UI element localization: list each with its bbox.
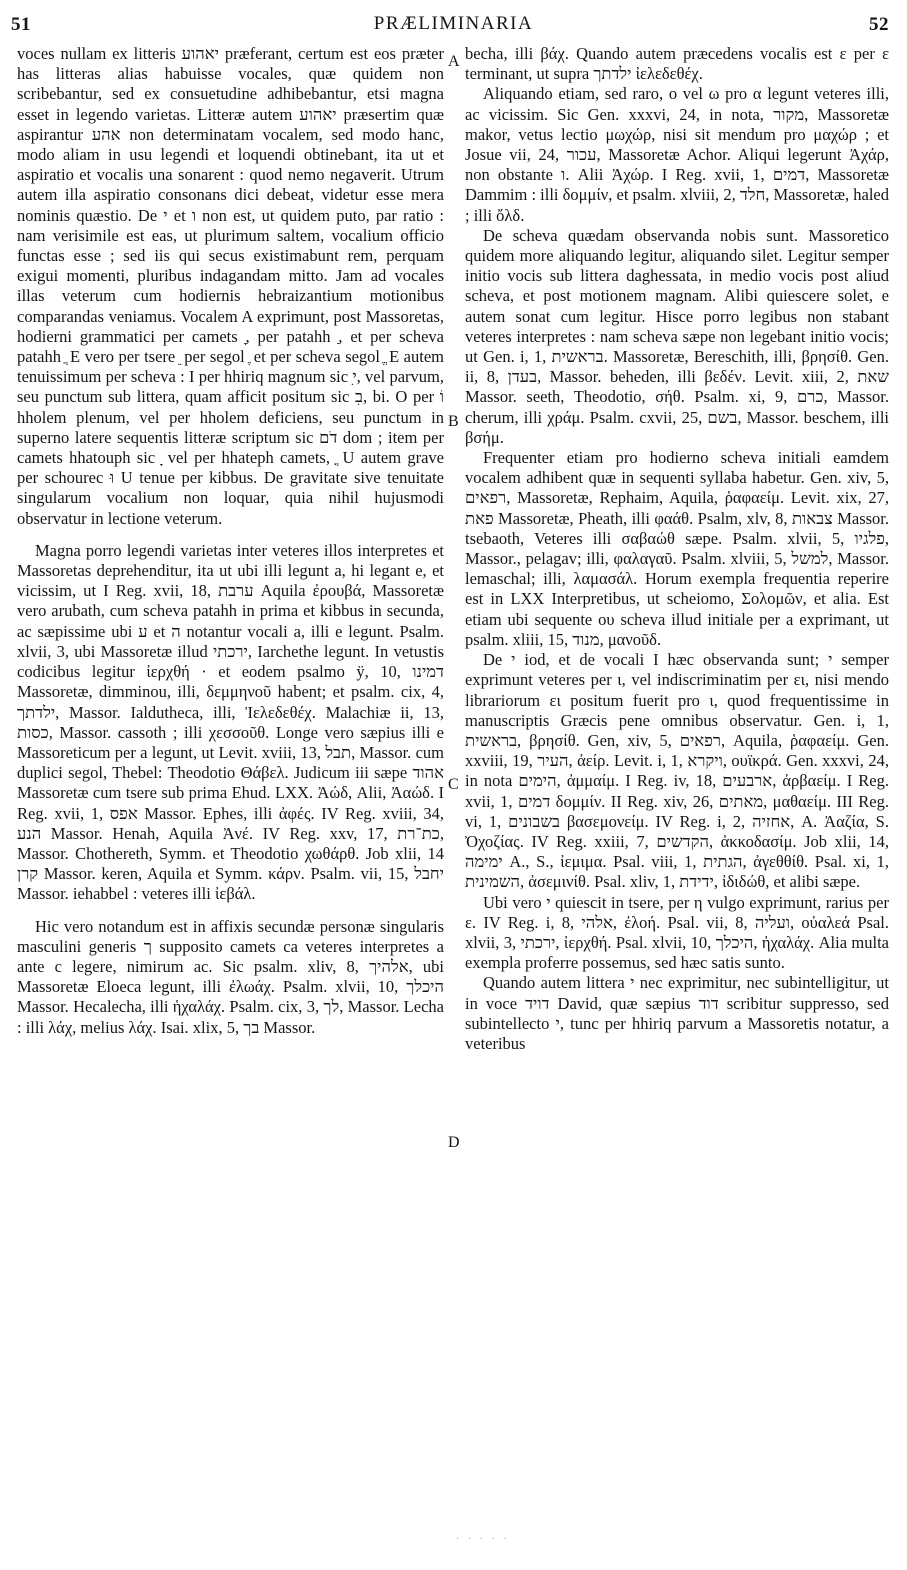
left-page-number: 51 xyxy=(11,14,31,35)
right-paragraph-6: Ubi vero י quiescit in tsere, per η vulgo exprimunt, rarius per ε. IV Reg. i, 8, אלהי, ἐλοή. Psal. vii, 8, ועליה, οὐαλεά Psal. xlvii, 3, ירכתי, ἰερχθή. Psal. xlvii, 10, היכלך, ἠχαλάχ. Alia multa exempla proferre possemus, sed hæc satis sunto. xyxy=(465,892,889,973)
margin-letter-a: A xyxy=(448,53,460,70)
right-page-number: 52 xyxy=(869,14,889,35)
left-column xyxy=(17,44,444,1038)
right-paragraph-3: De scheva quædam observanda nobis sunt. Massoretico quidem more aliquando legitur, aliquando silet. Legitur semper initio vocis sub littera daghessata, in medio vocis post aliud scheva, et post motionem magnam. Alibi quiescere solet, e autem sonat cum legitur. Hisce porro legibus non stabant veteres interpretes : nam scheva sæpe non legebant initio vocis; ut Gen. i, 1, בראשית. Massoretæ, Bereschith, illi, βρησίθ. Gen. ii, 8, בעדן, Massor. beheden, illi βεδέν. Levit. xiii, 2, שאת Massor. seeth, Theodotio, σήθ. Psalm. xi, 9, כרם, Massor. cherum, illi χράμ. Psalm. cxvii, 25, בשם, Massor. beschem, illi βσήμ. xyxy=(465,225,890,447)
right-paragraph-4: Frequenter etiam pro hodierno scheva initiali eamdem vocalem adhibent quæ in sequenti syllaba habetur. Gen. xiv, 5, רפאים, Massoretæ, Rephaim, Aquila, ῥαφαείμ. Levit. xix, 27, פאת Massoretæ, Pheath, illi φαάθ. Psalm, xlv, 8, צבאות Massor. tsebaoth, Veteres illi σαβαώθ sæpe. Psalm. xlvii, 5, פלגיו, Massor., pelagav; illi, φαλαγαῦ. Psalm. xlviii, 5, למשל, Massor. lemaschal; illi, λαμασάλ. Horum exempla frequentia reperire est in LXX Interpretibus, ut scheiomo, Σολομῶν, et alia. Est etiam ubi sequente ου scheva illud initiale per a exprimant, ut psalm. xliii, 15, מנוד, μανοῦδ. xyxy=(465,448,890,649)
running-title: PRÆLIMINARIA xyxy=(373,13,534,34)
margin-letter-d: D xyxy=(448,1134,460,1151)
margin-letter-c: C xyxy=(448,776,459,793)
footer-mark: · · · · · xyxy=(456,1534,510,1545)
right-paragraph-1: becha, illi βάχ. Quando autem præcedens vocalis est ε per ε terminant, ut supra ילדתך ἰελεδεθέχ. xyxy=(465,44,889,84)
margin-letter-b: B xyxy=(448,413,459,430)
right-column xyxy=(465,44,889,1054)
left-paragraph-3: Hic vero notandum est in affixis secundæ personæ singularis masculini generis ך supposito camets ca veteres interpretes a ante c legere, nimirum ac. Sic psalm. xliv, 8, אלהיך, ubi Massoretæ Eloeca legunt, illi ἐλωάχ. Psalm. xlvii, 10, היכלך Massor. Hecalecha, illi ἡχαλάχ. Psalm. cix, 3, לך, Massor. Lecha : illi λάχ, melius λάχ. Isai. xlix, 5, בך Massor. xyxy=(17,916,444,1037)
running-head xyxy=(0,0,907,40)
right-paragraph-7: Quando autem littera י nec exprimitur, nec subintelligitur, ut in voce דויד David, quæ sæpius דוד scribitur suppresso, sed subintellecto י, tunc per hhiriq parvum a Massoretis notatur, a veteribus xyxy=(465,973,889,1053)
left-paragraph-2: Magna porro legendi varietas inter veteres illos interpretes et Massoretas deprehenditur, ita ut ubi illi legunt a, hi legant e, et vicissim, ut I Reg. xvii, 18, ערבת Aquila ἐρουβά, Massoretæ vero arubath, cum scheva patahh in prima et kibbus in secunda, ac sæpissime ubi ע et ה notantur vocali a, illi e legunt. Psalm. xlvii, 3, ubi Massoretæ illud ירכתי, Iarchethe legunt. In vetustis codicibus legitur ἰερχθή · et eodem psalmo ÿ, 10, דמינו Massoretæ, dimminou, illi, δεμμηνοῦ habent; et psalm. cix, 4, ילדתך, Massor. Ialdutheca, illi, Ἰελεδεθέχ. Malachiæ ii, 13, כסות, Massor. cassoth ; illi χεσσοῦθ. Longe vero sæpius illi e Massoreticum per a legunt, ut Levit. xviii, 13, תבל, Massor. cum duplici segol, Thebel: Theodotio Θάβελ. Judicum iii sæpe אהוד Massoretæ cum tsere sub prima Ehud. LXX. Ἀώδ, Alii, Ἀαώδ. I Reg. xvii, 1, אפס Massor. Ephes, illi ἀφές. IV Reg. xviii, 34, הנע Massor. Henah, Aquila Ἀνέ. IV Reg. xxv, 17, כת־רת, Massor. Chothereth, Symm. et Theodotio χωθάρθ. Job xlii, 14 קרן Massor. keren, Aquila et Symm. κάρν. Psalm. vii, 15, יחבל Massor. iehabbel : veteres illi ἰεβάλ. xyxy=(17,540,445,904)
right-paragraph-5: De י iod, et de vocali I hæc observanda sunt; י semper exprimunt veteres per ι, vel indiscriminatim per ει, nisi mendo librariorum ει positum fuerit pro ι, quod frequentissime in manuscriptis Græcis pene omnibus observatur. Gen. i, 1, בראשית, βρησίθ. Gen, xiv, 5, רפאים, Aquila, ῥαφαείμ. Gen. xxviii, 19, העיר, ἀείρ. Levit. i, 1, ויקרא, ουϊκρά. Gen. xxxvi, 24, in nota הימים, ἀμμαίμ. I Reg. iv, 18, ארבעים, ἀρβαείμ. I Reg. xvii, 1, דמים δομμίν. II Reg. xiv, 26, מאתים, μαθαείμ. III Reg. vi, 1, בשבונים βασεμονείμ. IV Reg. i, 2, אחזיה, A. Ἀαζία, S. Ὀχοζίας. IV Reg. xxiii, 7, הקדשים, ἀκκοδασίμ. Job xlii, 14, ימימה A., S., ἰεμιμα. Psal. viii, 1, הגתית, ἀγεθθίθ. Psal. xi, 1, השמינית, ἀσεμινίθ. Psal. xliv, 1, ידידת, ἰδιδώθ, et alibi sæpe. xyxy=(465,650,890,892)
left-paragraph-1: voces nullam ex litteris יאהוע præferant, certum est eos præter has litteras alias habuisse vocales, quæ quidem non scribebantur, sed ex consuetudine adhibebantur, etsi magna esset in legendo varietas. Litteræ autem יאהוע præsertim quæ aspirantur אהע non determinatam vocalem, sed modo hanc, modo aliam in usu legendi et loquendi obtinebant, ita ut et aspiratio et vocalis una sonarent : quod nemo negaverit. Utrum autem illa aspiratio consonans dici debeat, videtur esse mera nominis quæstio. De י et ו non est, ut quidem puto, par ratio : nam verisimile est eas, ut plurimum saltem, vocalium officio functas esse ; sed iis qui secus existimabunt rem, perquam exigui momenti, pluribus indagandam mitto. Jam ad vocales illas veterum cum hodiernis hebraizantium motionibus comparandas veniamus. Vocalem A exprimunt, post Massoretas, hodierni grammatici per camets ָ, per patahh ַ, et per scheva patahh ֲ E vero per tsere ֵ per segol ֶ et per scheva segol ֱ E autem tenuissimum per scheva : I per hhiriq magnum sic ִי, vel parvum, seu punctum sub littera, quam afficit positum sic בִ, bi. O per וֹ hholem plenum, vel per hholem deficiens, seu punctum in superno latere sequentis litteræ scriptum sic דֹם dom ; item per camets hhatouph sic ָ vel per hhateph camets, ֳ U autem grave per schourec וּ U tenue per kibbus. De gravitate sive tenuitate singularum vocalium non loquar, quia nihil hujusmodi observatur in lectione veterum. xyxy=(17,44,444,528)
right-paragraph-2: Aliquando etiam, sed raro, o vel ω pro α legunt veteres illi, ac vicissim. Sic Gen. xxxvi, 24, in nota, מקור, Massoretæ makor, vetus lectio μωχώρ, nisi sit mendum pro μαχώρ ; et Josue vii, 24, עכור, Massoretæ Achor. Aliqui legerunt Ἀχάρ, non obstante ו. Alii Ἀχώρ. I Reg. xvii, 1, דמים, Massoretæ Dammim : illi δομμίν, et psalm. xlviii, 2, חלד, Massoretæ, haled ; illi ὄλδ. xyxy=(465,84,889,225)
